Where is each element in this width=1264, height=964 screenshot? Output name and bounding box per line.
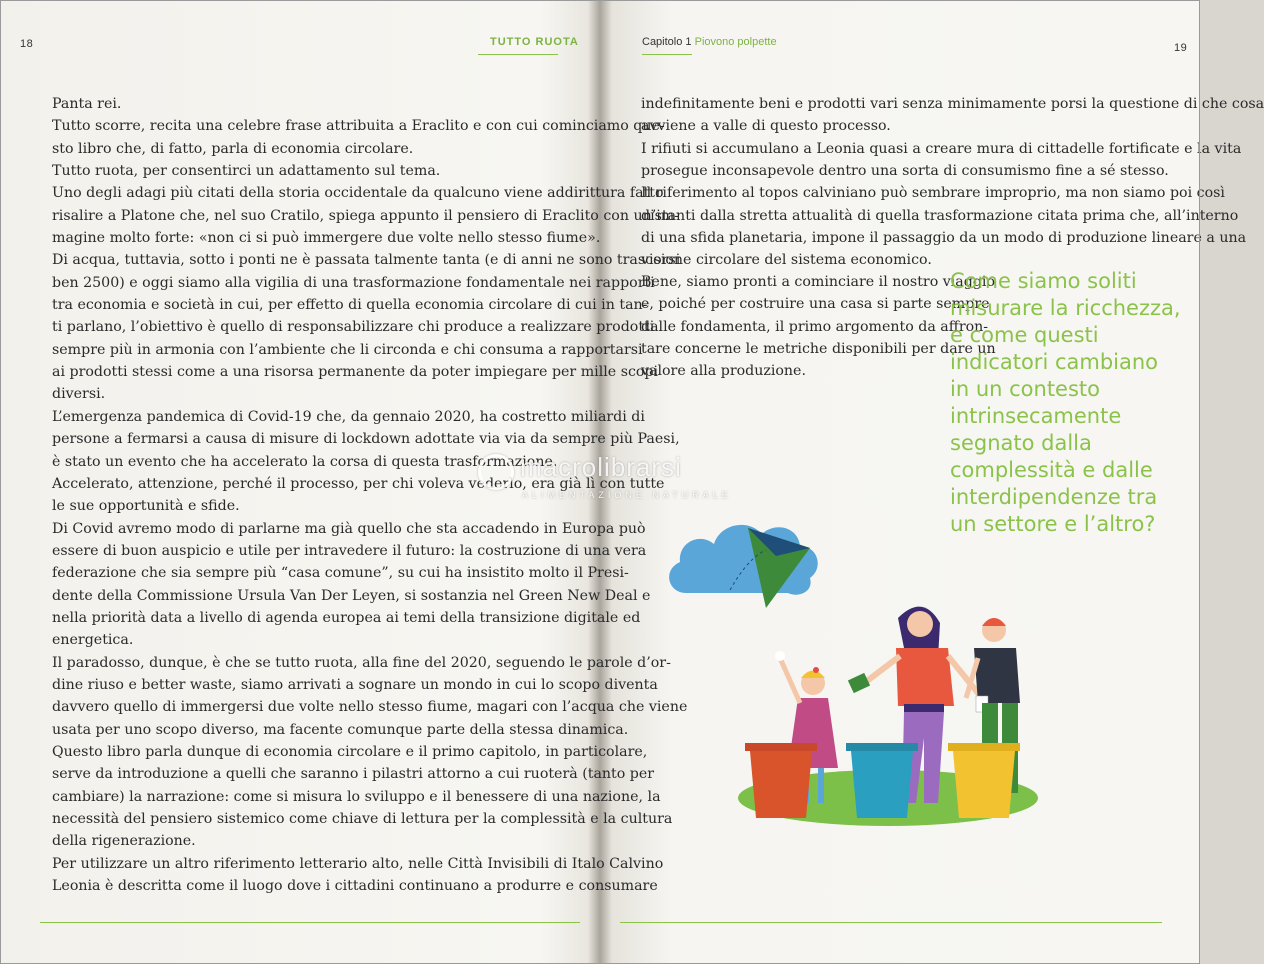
text-line: distanti dalla stretta attualità di quella trasformazione citata prima che, all’interno [641,207,1239,224]
text-line: cambiare) la narrazione: come si misura lo sviluppo e il benessere di una nazione, la [52,788,661,805]
text-line: diversi. [52,386,106,403]
text-line: valore alla produzione. [641,363,806,380]
text-line: della rigenerazione. [52,833,196,850]
watermark-main: macrolibrarsi [520,452,682,482]
text-line: Tutto ruota, per consentirci un adattamento sul tema. [52,163,441,180]
text-line: serve da introduzione a quelli che saranno i pilastri attorno a cui ruoterà (tanto per [52,766,655,783]
right-body-text [641,93,1264,272]
text-line: è stato un evento che ha accelerato la corsa di questa trasformazione. [52,453,558,470]
text-line: dalle fondamenta, il primo argomento da affron- [641,318,989,335]
watermark [478,452,732,500]
pull-quote-line: un settore e l’altro? [950,512,1156,536]
paragraph [52,249,681,405]
chapter-number: Capitolo 1 [642,36,692,48]
paragraph [52,518,651,652]
text-line: Panta rei. [52,96,122,112]
text-line: Di Covid avremo modo di parlarne ma già quello che sta accadendo in Europa può [52,520,646,537]
watermark-sub: ALIMENTAZIONE NATURALE [522,489,732,500]
pull-quote-line: intrinsecamente [950,404,1122,428]
text-line: Di acqua, tuttavia, sotto i ponti ne è passata talmente tanta (e di anni ne sono trascorsi [52,252,681,269]
page-number: 18 [20,38,34,50]
paragraph [641,93,1264,138]
text-line: Uno degli adagi più citati della storia occidentale da qualcuno viene addirittura fatto [52,185,664,202]
text-line: Bene, siamo pronti a cominciare il nostro viaggio [641,274,995,290]
pull-quote-line: e come questi [950,323,1099,347]
yellow-bin-icon [948,743,1020,818]
red-bin-icon [745,743,817,818]
running-head: TUTTO RUOTA [490,36,579,48]
text-line: sempre più in armonia con l’ambiente che li circonda e chi consuma a rapportarsi [52,341,643,358]
pull-quote-line: misurare la ricchezza, [950,296,1181,320]
text-line: Per utilizzare un altro riferimento letterario alto, nelle Città Invisibili di Italo Calvino [52,855,664,872]
chapter-title: Piovono polpette [694,36,777,48]
pull-quote-line: in un contesto [950,377,1100,401]
text-line: e, poiché per costruire una casa si parte sempre [641,296,990,313]
text-line: Accelerato, attenzione, perché il processo, per chi voleva vederlo, era già lì con tutte [52,475,665,492]
text-line: dente della Commissione Ursula Van Der Leyen, si sostanzia nel Green New Deal e [52,587,651,604]
text-line: Tutto scorre, recita una celebre frase attribuita a Eraclito e con cui cominciamo que- [52,118,665,135]
paragraph [52,853,664,898]
text-line: usata per uno scopo diverso, ma facente comunque parte della stessa dinamica. [52,721,629,738]
text-line: essere di buon auspicio e utile per intravedere il futuro: la costruzione di una vera [52,542,647,559]
pull-quote-line: Come siamo soliti [950,269,1137,293]
text-line: I rifiuti si accumulano a Leonia quasi a creare mura di cittadelle fortificate e la vita [641,140,1242,157]
text-line: federazione che sia sempre più “casa comune”, su cui ha insistito molto il Presi- [52,565,629,582]
text-line: avviene a valle di questo processo. [641,118,891,135]
pull-quote-line: indicatori cambiano [950,350,1159,374]
paragraph [52,93,560,115]
pull-quote-line: segnato dalla [950,431,1092,455]
text-line: persone a fermarsi a causa di misure di lockdown adottate via via da sempre più Paesi, [52,431,680,448]
text-line: Leonia è descritta come il luogo dove i cittadini continuano a produrre e consumare [52,878,658,895]
paragraph [52,115,665,160]
watermark-logo-icon [478,454,514,490]
text-line: indefinitamente beni e prodotti vari senza minimamente porsi la questione di che cosa [641,96,1264,112]
text-line: ai prodotti stessi come a una risorsa permanente da poter impiegare per mille scopi [52,364,659,381]
paragraph [52,741,673,853]
paragraph [641,182,1247,271]
page-number: 19 [1174,42,1188,54]
text-line: Il paradosso, dunque, è che se tutto ruota, alla fine del 2020, seguendo le parole d’or- [52,654,671,671]
paragraph [52,160,560,182]
text-line: L’emergenza pandemica di Covid-19 che, da gennaio 2020, ha costretto miliardi di [52,408,645,425]
right-narrow-text [641,271,996,383]
running-head-rule [478,54,558,55]
recycling-illustration [648,498,1048,848]
text-line: ben 2500) e oggi siamo alla vigilia di una trasformazione fondamentale nei rapporti [52,274,655,291]
pull-quote-line: complessità e dalle [950,458,1153,482]
paragraph [641,138,1242,183]
text-line: magine molto forte: «non ci si può immergere due volte nello stesso fiume». [52,230,601,247]
footer-rule [620,922,1162,923]
text-line: Il riferimento al topos calviniano può sembrare improprio, ma non siamo poi così [641,185,1225,202]
text-line: risalire a Platone che, nel suo Cratilo, spiega appunto il pensiero di Eraclito con un’im- [52,207,680,224]
paragraph [641,271,996,383]
text-line: tare concerne le metriche disponibili per dare un [641,341,996,358]
paragraph [52,652,688,741]
text-line: ti parlano, l’obiettivo è quello di responsabilizzare chi produce a realizzare prodotti [52,319,655,336]
text-line: le sue opportunità e sfide. [52,498,240,515]
text-line: prosegue inconsapevole dentro una sorta di consumismo fine a sé stesso. [641,163,1169,180]
text-line: Questo libro parla dunque di economia circolare e il primo capitolo, in particolare, [52,743,648,760]
pull-quote-line: interdipendenze tra [950,485,1158,509]
text-line: davvero quello di immergersi due volte nello stesso fiume, magari con l’acqua che viene [52,699,688,716]
footer-rule [40,922,580,923]
text-line: sto libro che, di fatto, parla di economia circolare. [52,140,414,157]
paragraph [52,182,680,249]
text-line: energetica. [52,632,134,649]
chapter-rule [642,54,692,55]
blue-bin-icon [846,743,918,818]
text-line: necessità del pensiero sistemico come chiave di lettura per la complessità e la cultura [52,811,673,827]
text-line: dine riuso e better waste, siamo arrivati a sognare un mondo in cui lo scopo diventa [52,676,658,693]
text-line: visione circolare del sistema economico. [641,252,932,269]
text-line: di una sfida planetaria, impone il passaggio da un modo di produzione lineare a una [641,230,1247,247]
text-line: tra economia e società in cui, per effetto di quella economia circolare di cui in tan- [52,297,648,314]
text-line: nella priorità data a livello di agenda europea ai temi della transizione digitale ed [52,609,641,626]
chapter-label [642,36,777,48]
